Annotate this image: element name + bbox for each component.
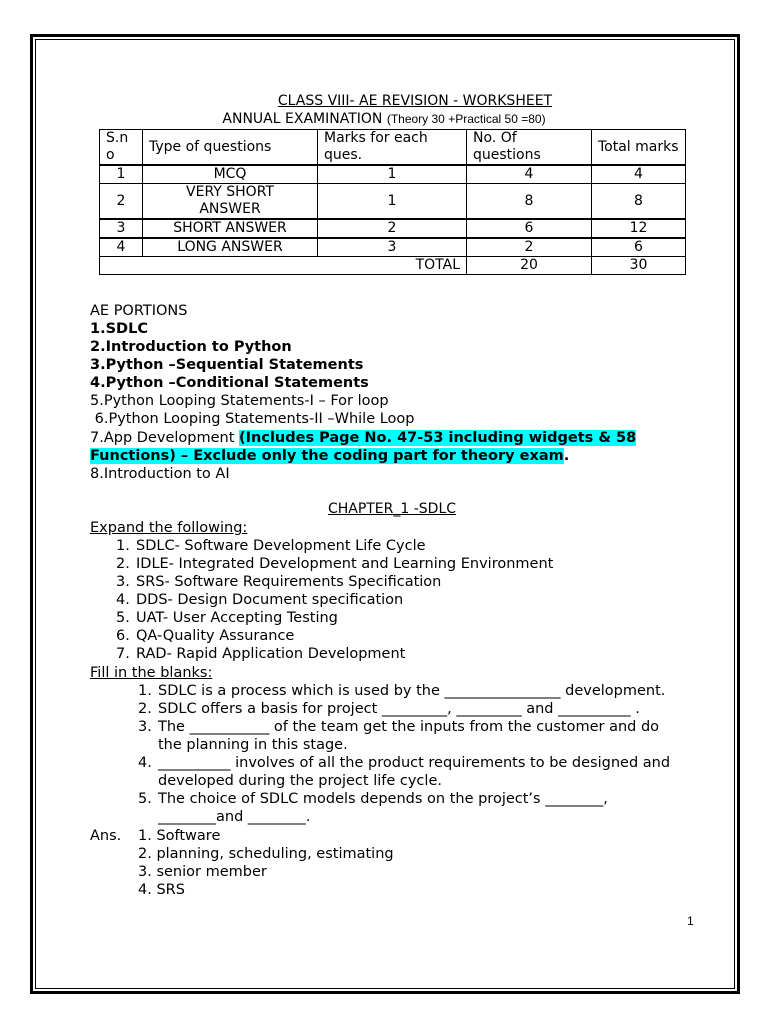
total-questions: 20 — [467, 257, 592, 275]
cell: VERY SHORT ANSWER — [143, 184, 318, 220]
list-item: 3. SRS- Software Requirements Specification — [116, 574, 442, 590]
total-marks: 30 — [592, 257, 686, 275]
list-item: 5. The choice of SDLC models depends on the project’s ________, — [138, 791, 608, 807]
list-item: 6. QA-Quality Assurance — [116, 628, 295, 644]
list-item: 1. SDLC is a process which is used by the ________________ development. — [138, 683, 666, 699]
portion-item-app-development: 7.App Development (Includes Page No. 47-53 including widgets & 58 — [90, 430, 637, 446]
cell: MCQ — [143, 165, 318, 184]
cell: 3 — [318, 238, 467, 257]
portions-heading: AE PORTIONS — [90, 303, 188, 319]
list-item: 2. SDLC offers a basis for project _________, _________ and __________ . — [138, 701, 640, 717]
cell: 4 — [100, 238, 143, 257]
cell: 8 — [592, 184, 686, 220]
cell: 1 — [100, 165, 143, 184]
list-item-cont: the planning in this stage. — [158, 737, 348, 753]
fill-heading: Fill in the blanks: — [90, 665, 213, 681]
list-item: 1. SDLC- Software Development Life Cycle — [116, 538, 426, 554]
header-type: Type of questions — [143, 130, 318, 166]
total-label: TOTAL — [100, 257, 467, 275]
header-no-of-questions: No. Of questions — [467, 130, 592, 166]
portion-item: 8.Introduction to AI — [90, 466, 230, 482]
list-item: 4. DDS- Design Document specification — [116, 592, 404, 608]
highlight-note: (Includes Page No. 47-53 including widgets & 58 — [239, 430, 637, 446]
cell: LONG ANSWER — [143, 238, 318, 257]
marks-table — [99, 129, 686, 275]
list-item: 7. RAD- Rapid Application Development — [116, 646, 406, 662]
header-total-marks: Total marks — [592, 130, 686, 166]
highlight-note: Functions) – Exclude only the coding part for theory exam — [90, 448, 564, 464]
list-item: 5. UAT- User Accepting Testing — [116, 610, 338, 626]
cell: 12 — [592, 219, 686, 238]
header-sno: S.n o — [100, 130, 143, 166]
list-item: 4. __________ involves of all the product requirements to be designed and — [138, 755, 671, 771]
list-item: 3. senior member — [138, 864, 267, 880]
cell: SHORT ANSWER — [143, 219, 318, 238]
portion-item: 4.Python –Conditional Statements — [90, 375, 369, 391]
table-header-row — [100, 130, 686, 166]
answers-list — [138, 827, 394, 899]
portion-item-app-development-cont: Functions) – Exclude only the coding part for theory exam. — [90, 448, 570, 464]
header-marks-each: Marks for each ques. — [318, 130, 467, 166]
cell: 4 — [592, 165, 686, 184]
cell: 1 — [318, 184, 467, 220]
cell: 2 — [318, 219, 467, 238]
list-item: 1. Software — [138, 828, 221, 844]
table-total-row — [100, 257, 686, 275]
cell: 6 — [592, 238, 686, 257]
expand-heading: Expand the following: — [90, 520, 248, 536]
list-item-cont: developed during the project life cycle. — [158, 773, 442, 789]
table-row — [100, 184, 686, 220]
portion-item: 3.Python –Sequential Statements — [90, 357, 364, 373]
portion-item: 5.Python Looping Statements-I – For loop — [90, 393, 389, 409]
cell: 3 — [100, 219, 143, 238]
answers-label: Ans. — [90, 828, 122, 844]
portion-item: 2.Introduction to Python — [90, 339, 292, 355]
cell: 6 — [467, 219, 592, 238]
table-row — [100, 219, 686, 238]
fill-list — [138, 682, 670, 826]
cell: 2 — [467, 238, 592, 257]
list-item: 2. planning, scheduling, estimating — [138, 846, 394, 862]
expand-list — [116, 537, 553, 663]
worksheet-title: CLASS VIII- AE REVISION - WORKSHEET — [277, 93, 553, 109]
portion-item: 6.Python Looping Statements-II –While Loop — [90, 411, 415, 427]
worksheet-subtitle: ANNUAL EXAMINATION (Theory 30 +Practical 50 =80) — [222, 111, 546, 127]
cell: 8 — [467, 184, 592, 220]
table-row — [100, 238, 686, 257]
list-item: 4. SRS — [138, 882, 185, 898]
chapter-heading: CHAPTER_1 -SDLC — [327, 501, 457, 517]
portion-item: 1.SDLC — [90, 321, 148, 337]
cell: 1 — [318, 165, 467, 184]
cell: 2 — [100, 184, 143, 220]
marks-breakdown: (Theory 30 +Practical 50 =80) — [386, 112, 546, 126]
list-item: 3. The ___________ of the team get the inputs from the customer and do — [138, 719, 660, 735]
cell: 4 — [467, 165, 592, 184]
table-row — [100, 165, 686, 184]
list-item: 2. IDLE- Integrated Development and Learning Environment — [116, 556, 554, 572]
page-number: 1 — [687, 914, 694, 928]
list-item-cont: ________and ________. — [158, 809, 311, 825]
